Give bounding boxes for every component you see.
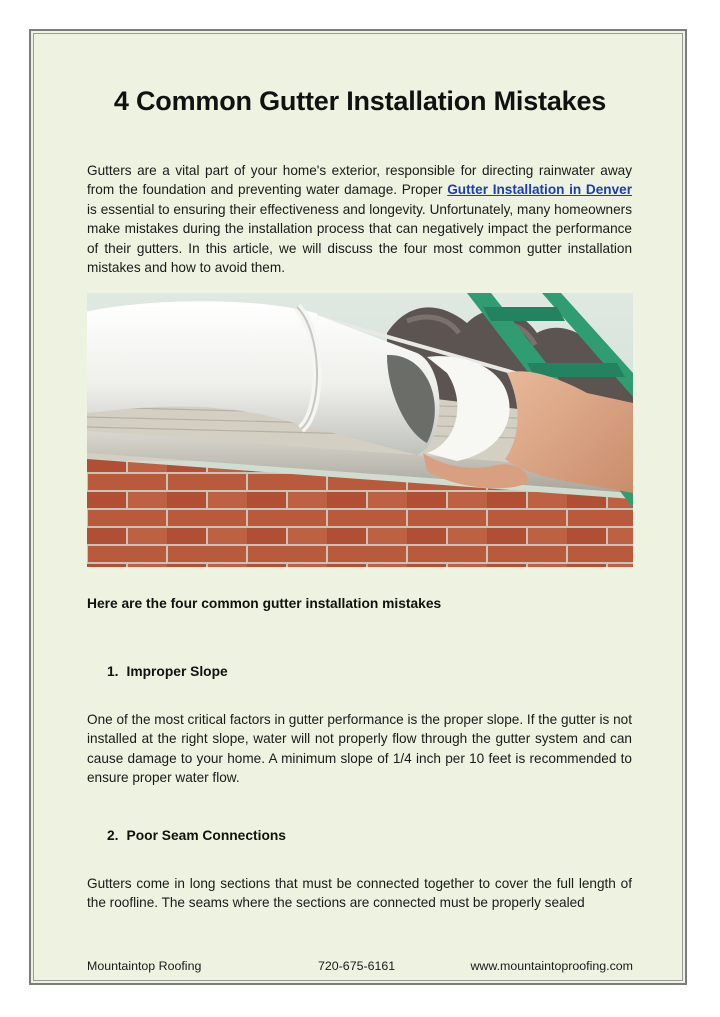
gutter-installation-photo — [87, 293, 633, 567]
intro-text-end: is essential to ensuring their effectiveness and longevity. Unfortunately, many homeowners make mistakes during the installation process that can negatively impact the performance of their gutters. In this article, we will discuss the four most common gutter installation mistakes and how to avoid them. — [87, 201, 632, 276]
footer-company: Mountaintop Roofing — [87, 959, 202, 973]
section-heading: Here are the four common gutter installation mistakes — [87, 596, 442, 611]
intro-paragraph — [87, 161, 632, 277]
footer-website: www.mountaintoproofing.com — [470, 959, 633, 973]
mistake-paragraph-1: One of the most critical factors in gutter performance is the proper slope. If the gutter is not installed at the right slope, water will not properly flow through the gutter system and can cause damage to your home. A minimum slope of 1/4 inch per 10 feet is recommended to ensure proper water flow. — [87, 712, 632, 786]
mistake-paragraph-2: Gutters come in long sections that must be connected together to cover the full length of the roofline. The seams where the sections are connected must be properly sealed — [87, 876, 632, 911]
list-heading-text: Poor Seam Connections — [126, 828, 286, 843]
list-number: 2. — [107, 828, 119, 843]
intro-text-start: Gutters are a vital part of your home's exterior, responsible for directing rainwater away from the foundation and preventing water damage. Proper — [87, 163, 632, 198]
page-title: 4 Common Gutter Installation Mistakes — [113, 86, 607, 116]
list-number: 1. — [107, 664, 119, 679]
mistake-heading-1 — [107, 664, 228, 679]
gutter-installation-link[interactable]: Gutter Installation in Denver — [447, 182, 632, 198]
gutter-photo-illustration — [87, 293, 633, 567]
mistake-heading-2 — [107, 828, 286, 843]
list-heading-text: Improper Slope — [126, 664, 228, 679]
footer-phone: 720-675-6161 — [318, 959, 396, 973]
